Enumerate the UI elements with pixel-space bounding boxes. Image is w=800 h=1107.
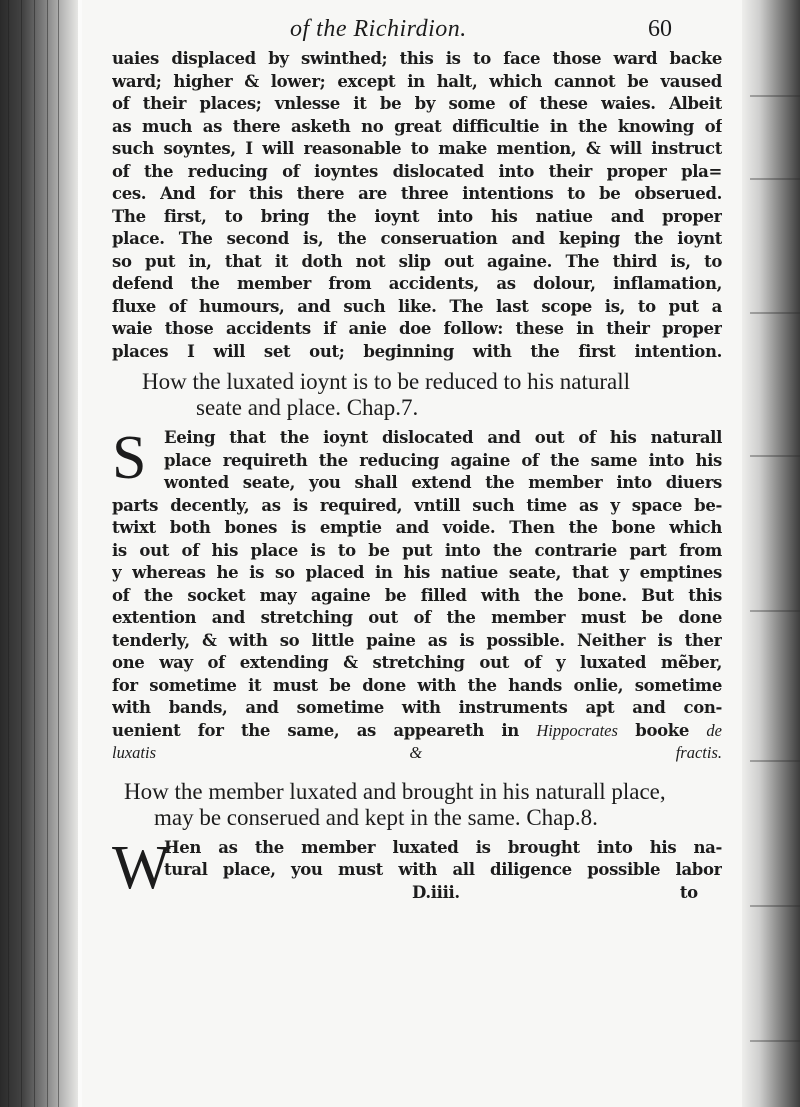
text-line: of the reducing of ioyntes dislocated into their proper pla= — [112, 161, 722, 181]
running-title: of the Richirdion. — [290, 16, 467, 42]
fringe-line — [8, 0, 9, 1107]
fringe-line — [34, 0, 35, 1107]
fringe-line — [58, 0, 59, 1107]
text-line: The first, to bring the ioynt into his natiue and proper — [112, 206, 722, 226]
text-line: places I will set out; beginning with the first intention. — [112, 341, 722, 361]
latin-title: de — [706, 720, 722, 740]
signature-line — [112, 882, 722, 905]
binding-edge-right — [742, 0, 800, 1107]
paragraph-conservation — [112, 833, 722, 905]
edge-stripe — [750, 1040, 800, 1042]
paragraph-intentions — [112, 48, 722, 363]
chapter-heading-line: How the member luxated and brought in his naturall place, — [124, 778, 666, 804]
text-line: so put in, that it doth not slip out againe. The third is, to — [112, 251, 722, 271]
text-line: is out of his place is to be put into the contrarie part from — [112, 540, 722, 560]
text-line: tural place, you must with all diligence possible labor — [164, 860, 722, 879]
text-line: uaies displaced by swinthed; this is to face those ward backe — [112, 49, 722, 68]
text-line — [112, 742, 722, 765]
chapter-7-body — [90, 424, 732, 765]
text-line: y whereas he is so placed in his natiue seate, that y emptines — [112, 563, 722, 582]
text-line: twixt both bones is emptie and voide. Then the bone which — [112, 518, 722, 537]
author-name: Hippocrates — [536, 720, 618, 740]
text-line: ward; higher & lower; except in halt, which cannot be vaused — [112, 71, 722, 91]
text-line: place. The second is, the conseruation and keping the ioynt — [112, 229, 722, 248]
text-line: fluxe of humours, and such like. The last scope is, to put a — [112, 296, 722, 316]
edge-stripe — [750, 455, 800, 457]
chapter-heading-line: may be conserued and kept in the same. Chap.8. — [154, 804, 598, 830]
text-line: wonted seate, you shall extend the member into diuers — [164, 473, 722, 492]
drop-cap: S — [112, 424, 147, 492]
text-fragment: uenient for the same, as appeareth in — [112, 720, 519, 740]
text-line: such soyntes, I will reasonable to make mention, & will instruct — [112, 139, 722, 158]
text-line: Hen as the member luxated is brought into his na- — [164, 837, 722, 857]
edge-stripe — [750, 905, 800, 907]
edge-stripe — [750, 760, 800, 762]
book-page — [82, 0, 746, 1107]
signature-mark: D.iiii. — [412, 882, 460, 902]
catchword: to — [679, 882, 698, 902]
text-line: extention and stretching out of the member must be done — [112, 608, 722, 627]
fringe-line — [47, 0, 48, 1107]
text-line: place requireth the reducing againe of the same into his — [164, 450, 722, 470]
edge-stripe — [750, 610, 800, 612]
text-line: waie those accidents if anie doe follow: these in their proper — [112, 319, 722, 338]
edge-stripe — [750, 312, 800, 314]
text-line: as much as there asketh no great difficultie in the knowing of — [112, 116, 722, 136]
text-line: one way of extending & stretching out of y luxated mẽber, — [112, 653, 722, 672]
latin-title: luxatis & fractis. — [112, 743, 722, 762]
binding-gutter-left — [0, 0, 78, 1107]
text-line: parts decently, as is required, vntill such time as y space be- — [112, 495, 722, 515]
drop-cap: W — [112, 833, 171, 902]
edge-stripe — [750, 95, 800, 97]
text-line: with bands, and sometime with instruments apt and con- — [112, 698, 722, 717]
text-line: for sometime it must be done with the hands onlie, sometime — [112, 675, 722, 695]
chapter-heading-line: How the luxated ioynt is to be reduced to his naturall — [142, 369, 630, 394]
chapter-8-body — [90, 833, 732, 905]
text-fragment: booke — [617, 720, 707, 740]
text-line: tenderly, & with so little paine as is possible. Neither is ther — [112, 630, 722, 650]
text-line: ces. And for this there are three intentions to be obserued. — [112, 184, 722, 203]
chapter-heading-line: seate and place. Chap.7. — [196, 395, 419, 420]
text-line: of the socket may againe be filled with the bone. But this — [112, 585, 722, 605]
running-head — [90, 14, 732, 48]
text-line: of their places; vnlesse it be by some of these waies. Albeit — [112, 94, 722, 113]
text-line: Eeing that the ioynt dislocated and out of his naturall — [164, 428, 722, 447]
fringe-line — [21, 0, 22, 1107]
page-content — [90, 14, 732, 1077]
page-number: 60 — [648, 16, 672, 42]
text-line — [112, 720, 722, 743]
chapter-7-heading — [124, 369, 714, 421]
chapter-8-heading — [124, 779, 714, 831]
text-line: defend the member from accidents, as dolour, inflamation, — [112, 274, 722, 293]
edge-stripe — [750, 178, 800, 180]
paragraph-reduction — [112, 424, 722, 765]
